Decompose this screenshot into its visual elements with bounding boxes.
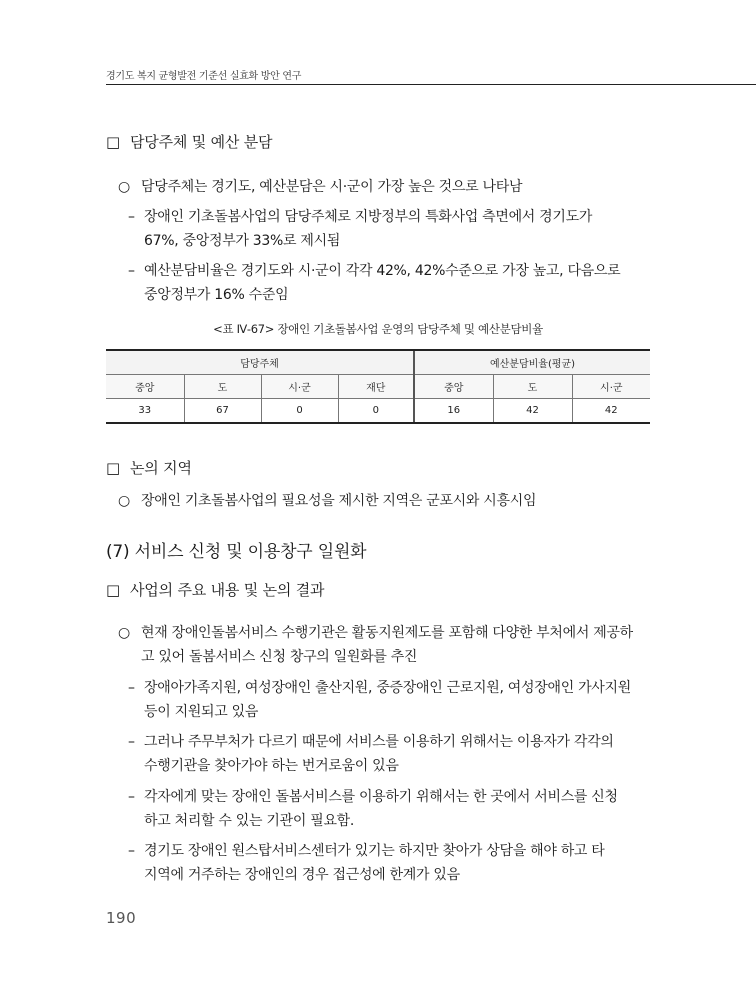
- table-cell: 0: [261, 399, 338, 424]
- detail-line: 수행기관을 찾아가야 하는 번거로움이 있음: [144, 758, 399, 774]
- table-cell: 16: [414, 399, 493, 424]
- circle-bullet: ○: [118, 179, 130, 195]
- dash-bullet: –: [128, 789, 135, 805]
- heading-text: 담당주체 및 예산 분담: [130, 133, 273, 151]
- table-cell: 42: [493, 399, 572, 424]
- section-heading-results: [106, 579, 324, 600]
- group-header-responsible: 담당주체: [106, 350, 414, 375]
- detail-item: [128, 730, 614, 778]
- detail-line: 각자에게 맞는 장애인 돌봄서비스를 이용하기 위해서는 한 곳에서 서비스를 신청: [144, 789, 618, 805]
- table-cell: 42: [572, 399, 650, 424]
- point-item: [118, 176, 522, 196]
- detail-line: 장애아가족지원, 여성장애인 출산지원, 중증장애인 근로지원, 여성장애인 가사지원: [144, 680, 631, 696]
- table-cell: 33: [106, 399, 184, 424]
- detail-line: 장애인 기초돌봄사업의 담당주체로 지방정부의 특화사업 측면에서 경기도가: [144, 209, 593, 225]
- column-header: 중앙: [414, 375, 493, 399]
- point-text: 현재 장애인돌봄서비스 수행기관은 활동지원제도를 포함해 다양한 부처에서 제공하: [141, 625, 633, 641]
- dash-bullet: –: [128, 734, 135, 750]
- square-bullet: □: [106, 133, 120, 151]
- point-text: 담당주체는 경기도, 예산분담은 시·군이 가장 높은 것으로 나타남: [141, 179, 523, 195]
- circle-bullet: ○: [118, 625, 130, 641]
- point-item: [118, 490, 536, 510]
- table-row: [106, 399, 650, 424]
- detail-line: 지역에 거주하는 장애인의 경우 접근성에 한계가 있음: [144, 867, 460, 883]
- column-header: 재단: [338, 375, 414, 399]
- column-header: 중앙: [106, 375, 184, 399]
- group-header-budget: 예산분담비율(평균): [414, 350, 650, 375]
- detail-line: 등이 지원되고 있음: [144, 704, 259, 720]
- detail-item: [128, 839, 605, 887]
- table-cell: 0: [338, 399, 414, 424]
- detail-line: 그러나 주무부처가 다르기 때문에 서비스를 이용하기 위해서는 이용자가 각각의: [144, 734, 614, 750]
- table-caption: <표 Ⅳ-67> 장애인 기초돌봄사업 운영의 담당주체 및 예산분담비율: [213, 322, 543, 336]
- point-text: 장애인 기초돌봄사업의 필요성을 제시한 지역은 군포시와 시흥시임: [141, 493, 537, 509]
- detail-item: [128, 785, 618, 833]
- column-header: 도: [184, 375, 261, 399]
- square-bullet: □: [106, 459, 120, 477]
- dash-bullet: –: [128, 680, 135, 696]
- point-item: [118, 621, 633, 669]
- dash-bullet: –: [128, 843, 135, 859]
- detail-item: [128, 676, 631, 724]
- section-heading-region: [106, 457, 192, 478]
- heading-text: 사업의 주요 내용 및 논의 결과: [130, 581, 325, 599]
- circle-bullet: ○: [118, 493, 130, 509]
- detail-item: [128, 259, 620, 307]
- dash-bullet: –: [128, 209, 135, 225]
- column-header: 시·군: [572, 375, 650, 399]
- section-heading-budget: [106, 131, 272, 152]
- detail-line: 경기도 장애인 원스탑서비스센터가 있기는 하지만 찾아가 상담을 해야 하고 타: [144, 843, 605, 859]
- square-bullet: □: [106, 581, 120, 599]
- column-header: 도: [493, 375, 572, 399]
- detail-line: 하고 처리할 수 있는 기관이 필요함.: [144, 813, 355, 829]
- heading-text: 논의 지역: [130, 459, 192, 477]
- column-header: 시·군: [261, 375, 338, 399]
- detail-line: 예산분담비율은 경기도와 시·군이 각각 42%, 42%수준으로 가장 높고, 다음으로: [144, 263, 621, 279]
- budget-table: [106, 349, 650, 424]
- point-text: 고 있어 돌봄서비스 신청 창구의 일원화를 추진: [141, 649, 418, 665]
- detail-line: 중앙정부가 16% 수준임: [144, 287, 289, 303]
- section-title: (7) 서비스 신청 및 이용창구 일원화: [106, 542, 367, 562]
- page-number: 190: [106, 909, 137, 927]
- table-cell: 67: [184, 399, 261, 424]
- detail-line: 67%, 중앙정부가 33%로 제시됨: [144, 233, 341, 249]
- dash-bullet: –: [128, 263, 135, 279]
- running-header: 경기도 복지 균형발전 기준선 실효화 방안 연구: [106, 71, 302, 82]
- detail-item: [128, 205, 592, 253]
- header-rule: [106, 84, 756, 85]
